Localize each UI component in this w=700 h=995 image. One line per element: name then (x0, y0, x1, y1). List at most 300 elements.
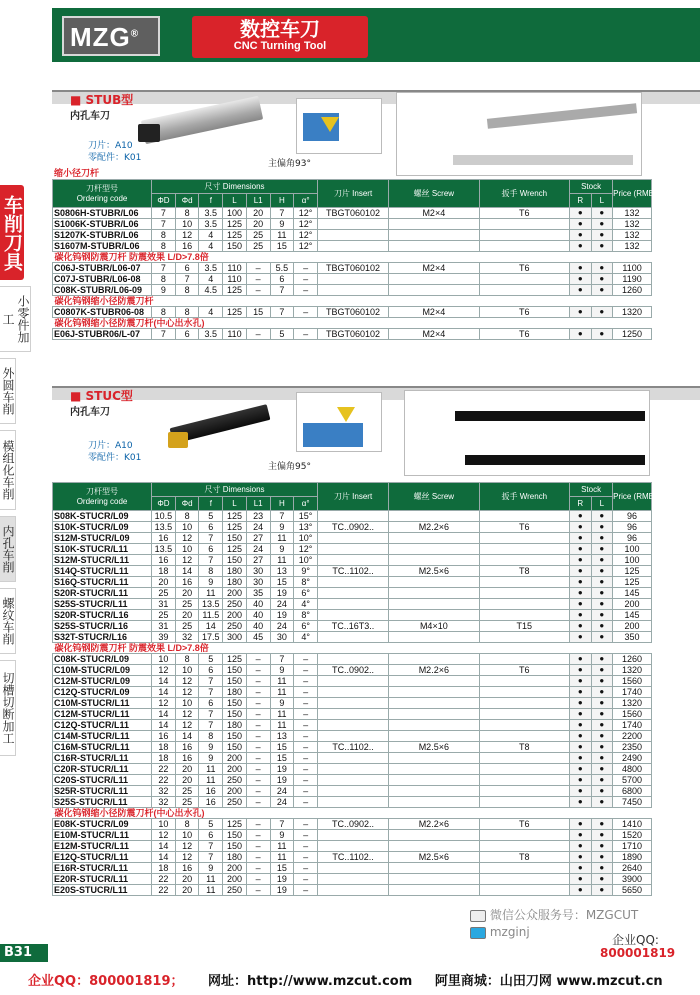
sidebar-item-grooving[interactable]: 切槽切断加工 (0, 660, 16, 756)
table-cell: 11 (199, 885, 223, 896)
table-cell: 19 (270, 588, 294, 599)
qq2-label: 企业QQ: (612, 933, 659, 947)
table-cell: 32 (152, 786, 176, 797)
table-cell: 40 (246, 610, 270, 621)
table-cell: 14 (152, 852, 176, 863)
table-cell: 5.5 (270, 263, 294, 274)
table-cell: 5 (199, 654, 223, 665)
table-cell: 20 (175, 775, 199, 786)
table-cell: 14 (152, 709, 176, 720)
table-cell: 1320 (613, 665, 652, 676)
table-cell (479, 511, 569, 522)
table-cell: ● (591, 208, 613, 219)
table-cell: 16 (175, 753, 199, 764)
table-cell: 12 (175, 852, 199, 863)
col-H: H (270, 497, 294, 511)
table-cell: 12 (175, 709, 199, 720)
table-cell (318, 533, 389, 544)
ordering-code-cell: S10K-STUCR/L11 (53, 544, 152, 555)
stub-spec-table (52, 179, 657, 340)
ordering-code-cell: C16R-STUCR/L11 (53, 753, 152, 764)
table-cell: ● (570, 544, 592, 555)
table-cell: 1410 (613, 819, 652, 830)
table-cell: ● (570, 555, 592, 566)
table-cell: 14 (152, 841, 176, 852)
table-cell: 150 (223, 742, 247, 753)
table-cell: ● (570, 219, 592, 230)
page-header (0, 0, 700, 62)
table-cell: 8 (175, 654, 199, 665)
table-cell: 7 (270, 285, 294, 296)
table-cell (479, 764, 569, 775)
table-cell: 7 (199, 533, 223, 544)
table-cell: – (246, 852, 270, 863)
ordering-code-cell: S25S-STUCR/L11 (53, 599, 152, 610)
table-cell: 24 (270, 621, 294, 632)
table-cell: ● (570, 522, 592, 533)
table-cell: 15 (270, 753, 294, 764)
table-cell: 200 (223, 588, 247, 599)
page-number: B31 (0, 944, 48, 962)
table-cell: 4 (199, 307, 223, 318)
table-cell (479, 241, 569, 252)
table-cell: M2.5×6 (389, 566, 479, 577)
table-cell: 8 (152, 241, 176, 252)
table-cell: – (294, 687, 318, 698)
table-cell (318, 676, 389, 687)
table-cell: 200 (223, 764, 247, 775)
table-cell: – (246, 676, 270, 687)
table-cell: ● (570, 588, 592, 599)
table-cell: 30 (246, 577, 270, 588)
table-header (53, 180, 652, 194)
table-cell (389, 544, 479, 555)
table-cell (389, 764, 479, 775)
skype-label: mzginj (470, 925, 530, 939)
table-cell: 1740 (613, 720, 652, 731)
table-cell: 1260 (613, 285, 652, 296)
table-cell: 200 (613, 621, 652, 632)
table-cell: 7 (199, 720, 223, 731)
col-L1: L1 (246, 497, 270, 511)
table-cell (318, 797, 389, 808)
table-cell (318, 731, 389, 742)
table-cell: 35 (246, 588, 270, 599)
sidebar-item-internal[interactable]: 内孔车削 (0, 516, 16, 582)
table-cell: ● (570, 676, 592, 687)
table-cell: 8 (199, 731, 223, 742)
sidebar-item-small-parts[interactable]: 小零件加工 (0, 286, 31, 352)
table-cell: ● (591, 852, 613, 863)
table-cell: 132 (613, 208, 652, 219)
table-cell: 8 (152, 274, 176, 285)
ordering-code-cell: E10M-STUCR/L11 (53, 830, 152, 841)
table-cell: – (246, 742, 270, 753)
table-cell: ● (591, 610, 613, 621)
table-cell (389, 830, 479, 841)
table-cell: 96 (613, 511, 652, 522)
table-cell: 180 (223, 720, 247, 731)
table-row (53, 731, 652, 742)
table-cell: 12 (175, 720, 199, 731)
table-cell: 14 (152, 720, 176, 731)
table-cell: 11 (270, 533, 294, 544)
table-cell: M2.2×6 (389, 522, 479, 533)
ordering-code-cell: S1607M-STUBR/L06 (53, 241, 152, 252)
table-cell: 5 (199, 819, 223, 830)
table-cell: – (246, 786, 270, 797)
ordering-code-cell: S16Q-STUCR/L11 (53, 577, 152, 588)
col-screw: 螺丝 Screw (389, 483, 479, 511)
table-cell: 12° (294, 241, 318, 252)
table-cell (389, 775, 479, 786)
table-cell: 15 (270, 241, 294, 252)
table-cell: 145 (613, 588, 652, 599)
table-row (53, 588, 652, 599)
table-cell: 17.5 (199, 632, 223, 643)
table-cell: 16 (175, 577, 199, 588)
table-cell: – (246, 830, 270, 841)
table-cell: – (246, 720, 270, 731)
table-cell: 100 (613, 544, 652, 555)
col-price: Price (RMB) (613, 180, 652, 208)
table-cell (389, 797, 479, 808)
table-cell: ● (570, 208, 592, 219)
table-cell: ● (570, 819, 592, 830)
table-cell: 11 (270, 709, 294, 720)
table-cell: ● (591, 274, 613, 285)
table-cell (318, 599, 389, 610)
ordering-code-cell: E16R-STUCR/L11 (53, 863, 152, 874)
table-cell: 6 (199, 698, 223, 709)
table-cell: 12° (294, 219, 318, 230)
footer-web[interactable]: 网址：http://www.mzcut.com (208, 974, 413, 989)
table-cell: ● (570, 863, 592, 874)
table-cell: ● (570, 307, 592, 318)
ordering-code-cell: S32T-STUCR/L16 (53, 632, 152, 643)
stub-dimension-drawing (396, 92, 642, 176)
table-cell: 125 (223, 511, 247, 522)
table-cell: ● (570, 841, 592, 852)
table-cell: – (294, 709, 318, 720)
table-cell: 7 (152, 263, 176, 274)
table-cell: 12 (175, 555, 199, 566)
table-cell (479, 577, 569, 588)
table-cell: 15 (270, 863, 294, 874)
table-cell: T6 (479, 307, 569, 318)
table-cell: 12° (294, 208, 318, 219)
table-row (53, 852, 652, 863)
sidebar-main-category[interactable]: 车削刀具 (0, 185, 24, 280)
table-cell: 6° (294, 588, 318, 599)
table-cell: 11 (270, 676, 294, 687)
stub-title: ■ STUB型 (70, 93, 134, 107)
table-cell: 9 (199, 577, 223, 588)
table-cell (389, 230, 479, 241)
table-cell: 10 (175, 219, 199, 230)
table-cell (389, 588, 479, 599)
stub-angle-label: 主偏角93° (268, 159, 311, 169)
table-cell: 150 (223, 241, 247, 252)
table-row (53, 610, 652, 621)
col-insert: 刀片 Insert (318, 180, 389, 208)
table-cell: – (294, 852, 318, 863)
table-cell: 31 (152, 621, 176, 632)
table-row (53, 786, 652, 797)
table-cell: 6 (199, 830, 223, 841)
table-cell: 2200 (613, 731, 652, 742)
table-cell: 100 (223, 208, 247, 219)
table-cell: 180 (223, 852, 247, 863)
col-dims: 尺寸 Dimensions (152, 483, 318, 497)
table-cell: 22 (152, 775, 176, 786)
table-row (53, 533, 652, 544)
table-row (53, 819, 652, 830)
table-cell: 13 (270, 731, 294, 742)
table-cell: M2×4 (389, 263, 479, 274)
table-cell: 25 (175, 621, 199, 632)
table-cell: – (246, 731, 270, 742)
table-cell (318, 830, 389, 841)
table-row (53, 797, 652, 808)
table-row (53, 511, 652, 522)
table-cell: 7 (270, 654, 294, 665)
table-cell: 16 (152, 555, 176, 566)
table-cell: 7 (175, 274, 199, 285)
table-cell (389, 555, 479, 566)
table-cell (318, 285, 389, 296)
table-cell: ● (591, 830, 613, 841)
table-cell (479, 709, 569, 720)
ordering-code-cell: C06J-STUBR/L06-07 (53, 263, 152, 274)
category-sidebar (0, 185, 30, 756)
table-cell: 19 (270, 874, 294, 885)
table-cell: 150 (223, 841, 247, 852)
table-cell: 1100 (613, 263, 652, 274)
col-insert: 刀片 Insert (318, 483, 389, 511)
table-cell: 14 (175, 566, 199, 577)
table-cell: ● (591, 874, 613, 885)
table-cell: ● (570, 742, 592, 753)
stub-group1-label: 缩小径刀杆 (54, 169, 100, 179)
table-cell: 8° (294, 610, 318, 621)
table-cell: 9 (270, 830, 294, 841)
table-cell: 12 (175, 841, 199, 852)
table-cell: 3.5 (199, 208, 223, 219)
ordering-code-cell: C12M-STUCR/L09 (53, 676, 152, 687)
ordering-code-cell: S25R-STUCR/L11 (53, 786, 152, 797)
ordering-code-cell: C20R-STUCR/L11 (53, 764, 152, 775)
table-cell: 13.5 (152, 544, 176, 555)
table-cell: ● (570, 654, 592, 665)
table-cell: TBGT060102 (318, 208, 389, 219)
table-cell: 7 (152, 219, 176, 230)
table-cell: 7 (199, 555, 223, 566)
table-row (53, 830, 652, 841)
table-cell: ● (591, 544, 613, 555)
table-cell (479, 544, 569, 555)
table-cell (318, 687, 389, 698)
sidebar-item-modular[interactable]: 模组化车削 (0, 430, 16, 510)
ordering-code-cell: S25S-STUCR/L16 (53, 621, 152, 632)
table-cell: 40 (246, 621, 270, 632)
ordering-code-cell: S0806H-STUBR/L06 (53, 208, 152, 219)
table-cell: 20 (175, 588, 199, 599)
table-cell: 20 (246, 208, 270, 219)
table-cell: T6 (479, 819, 569, 830)
table-cell: 39 (152, 632, 176, 643)
table-cell: 9° (294, 566, 318, 577)
table-cell: 8 (175, 285, 199, 296)
table-cell: – (294, 731, 318, 742)
table-row (53, 687, 652, 698)
table-cell: 3.5 (199, 263, 223, 274)
table-cell: 6 (199, 522, 223, 533)
table-cell: 40 (246, 599, 270, 610)
table-row (53, 775, 652, 786)
table-cell: – (246, 797, 270, 808)
table-cell: 1560 (613, 676, 652, 687)
table-cell: ● (591, 329, 613, 340)
table-cell (389, 219, 479, 230)
table-cell: ● (570, 665, 592, 676)
table-cell: 10 (175, 830, 199, 841)
footer-shop[interactable]: 阿里商城：山田刀网 www.mzcut.cn (434, 974, 663, 989)
table-cell: 5 (199, 511, 223, 522)
table-cell: 12 (175, 687, 199, 698)
table-cell (389, 533, 479, 544)
table-cell: 11 (199, 874, 223, 885)
stuc-parts-label: 零配件：K01 (88, 453, 142, 463)
stub-parts-label: 零配件：K01 (88, 153, 142, 163)
table-cell: 12 (175, 230, 199, 241)
table-cell (389, 676, 479, 687)
table-cell: 20 (152, 577, 176, 588)
table-row (53, 599, 652, 610)
table-cell: TBGT060102 (318, 263, 389, 274)
table-cell: 18 (152, 566, 176, 577)
table-cell: – (246, 841, 270, 852)
table-cell: 4 (199, 274, 223, 285)
table-cell: 9 (152, 285, 176, 296)
table-cell: 11.5 (199, 610, 223, 621)
table-cell (318, 544, 389, 555)
table-cell: 12 (152, 698, 176, 709)
table-cell: 10° (294, 555, 318, 566)
table-cell: 32 (152, 797, 176, 808)
table-cell (479, 841, 569, 852)
table-cell (318, 241, 389, 252)
ordering-code-cell: S20R-STUCR/L11 (53, 588, 152, 599)
table-cell (389, 709, 479, 720)
table-cell (318, 274, 389, 285)
table-cell: T6 (479, 522, 569, 533)
table-cell: – (294, 329, 318, 340)
table-cell (479, 599, 569, 610)
ordering-code-cell: C12M-STUCR/L11 (53, 709, 152, 720)
table-cell: 30 (246, 566, 270, 577)
table-cell: – (246, 885, 270, 896)
table-cell: 20 (175, 874, 199, 885)
ordering-code-cell: C08K-STUBR/L06-09 (53, 285, 152, 296)
table-cell: 19 (270, 610, 294, 621)
table-cell: 32 (175, 632, 199, 643)
table-cell (479, 731, 569, 742)
stuc-angle-diagram (296, 392, 382, 452)
table-cell: 12 (152, 830, 176, 841)
table-cell: ● (591, 797, 613, 808)
ordering-code-cell: S25S-STUCR/L11 (53, 797, 152, 808)
table-cell: 25 (246, 241, 270, 252)
ordering-code-cell: S1207K-STUBR/L06 (53, 230, 152, 241)
table-cell: 7 (199, 841, 223, 852)
table-cell: 1320 (613, 307, 652, 318)
table-cell: 9 (270, 522, 294, 533)
table-cell: 7 (270, 819, 294, 830)
table-cell: 9 (199, 742, 223, 753)
table-row (53, 885, 652, 896)
table-cell: M2×4 (389, 307, 479, 318)
table-cell: ● (591, 632, 613, 643)
table-cell (318, 885, 389, 896)
sidebar-item-threading[interactable]: 螺纹车削 (0, 588, 16, 654)
table-cell: 22 (152, 764, 176, 775)
table-cell (318, 555, 389, 566)
table-cell: – (294, 263, 318, 274)
table-cell: – (246, 698, 270, 709)
table-cell: 8 (152, 307, 176, 318)
table-cell: 31 (152, 599, 176, 610)
table-cell: M2.5×6 (389, 852, 479, 863)
table-row (53, 764, 652, 775)
table-cell: 250 (223, 621, 247, 632)
table-cell: ● (570, 599, 592, 610)
table-cell: 96 (613, 522, 652, 533)
table-cell (389, 786, 479, 797)
table-cell: 18 (152, 742, 176, 753)
table-cell: 14 (152, 687, 176, 698)
stub-subtitle: 内孔车刀 (70, 111, 110, 122)
table-cell: 10 (175, 698, 199, 709)
table-cell: 125 (613, 577, 652, 588)
table-cell: 1560 (613, 709, 652, 720)
table-cell: 9 (270, 698, 294, 709)
table-cell (479, 588, 569, 599)
table-cell: – (246, 687, 270, 698)
table-cell: 19 (270, 764, 294, 775)
table-cell: 150 (223, 731, 247, 742)
table-cell: 7 (270, 208, 294, 219)
table-cell: ● (570, 511, 592, 522)
sidebar-item-external[interactable]: 外圆车削 (0, 358, 16, 424)
stuc-group2-row (53, 643, 652, 654)
table-cell: 6 (175, 329, 199, 340)
table-cell: 14 (152, 676, 176, 687)
col-L: L (223, 497, 247, 511)
table-cell: ● (591, 709, 613, 720)
col-alpha: α° (294, 497, 318, 511)
table-cell (479, 285, 569, 296)
table-cell: 10 (175, 665, 199, 676)
table-row (53, 676, 652, 687)
table-cell: – (294, 863, 318, 874)
ordering-code-cell: C16M-STUCR/L11 (53, 742, 152, 753)
table-cell: ● (591, 654, 613, 665)
stuc-insert-image (168, 432, 188, 448)
ordering-code-cell: C07J-STUBR/L06-08 (53, 274, 152, 285)
table-cell: ● (570, 687, 592, 698)
table-cell: 12 (175, 533, 199, 544)
